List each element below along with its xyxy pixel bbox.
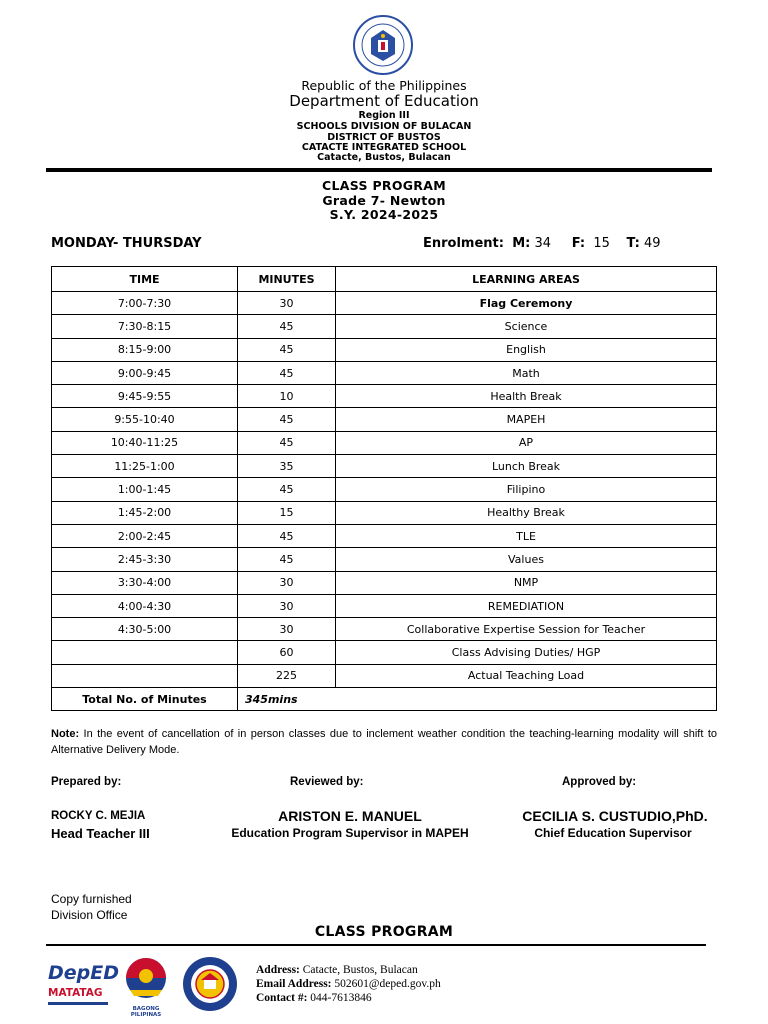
learning-area-cell: Healthy Break xyxy=(336,501,717,524)
school-line: CATACTE INTEGRATED SCHOOL xyxy=(301,142,467,153)
learning-area-cell: TLE xyxy=(336,524,717,547)
total-value-cell: 345mins xyxy=(238,688,717,711)
reviewed-by-name: ARISTON E. MANUEL xyxy=(278,808,422,824)
minutes-cell: 10 xyxy=(238,385,336,408)
minutes-cell: 15 xyxy=(238,501,336,524)
approved-by-label: Approved by: xyxy=(562,776,637,788)
header-minutes: MINUTES xyxy=(238,267,336,292)
table-row xyxy=(52,571,717,594)
footer-address xyxy=(256,964,418,976)
table-row xyxy=(52,385,717,408)
table-row xyxy=(52,431,717,454)
time-cell: 1:45-2:00 xyxy=(52,501,238,524)
table-row xyxy=(52,455,717,478)
copy-recipient: Division Office xyxy=(51,908,128,922)
footer-divider xyxy=(46,944,706,946)
address-label: Address: xyxy=(256,964,300,976)
prepared-by-position: Head Teacher III xyxy=(51,826,150,841)
minutes-cell: 60 xyxy=(238,641,336,664)
department-line: Department of Education xyxy=(289,92,479,110)
minutes-cell: 225 xyxy=(238,664,336,687)
total-label-cell: Total No. of Minutes xyxy=(52,688,238,711)
table-row xyxy=(52,548,717,571)
header-learning-areas: LEARNING AREAS xyxy=(336,267,717,292)
learning-area-cell: NMP xyxy=(336,571,717,594)
learning-area-cell: Filipino xyxy=(336,478,717,501)
time-cell: 4:00-4:30 xyxy=(52,594,238,617)
enrolment-summary xyxy=(423,236,661,251)
enrolment-label: Enrolment: xyxy=(423,236,504,251)
note-label: Note: xyxy=(51,728,80,740)
table-row xyxy=(52,594,717,617)
program-title: CLASS PROGRAM xyxy=(322,178,446,193)
class-schedule-table xyxy=(51,266,717,711)
table-body xyxy=(52,292,717,688)
deped-seal-logo xyxy=(345,14,421,76)
table-row xyxy=(52,641,717,664)
learning-area-cell: Actual Teaching Load xyxy=(336,664,717,687)
minutes-cell: 45 xyxy=(238,524,336,547)
table-row xyxy=(52,408,717,431)
prepared-by-name: ROCKY C. MEJIA xyxy=(51,810,146,822)
republic-line: Republic of the Philippines xyxy=(301,78,467,93)
female-label: F: xyxy=(571,236,586,251)
prepared-by-label: Prepared by: xyxy=(51,776,122,788)
female-count: 15 xyxy=(593,236,610,251)
minutes-cell: 45 xyxy=(238,338,336,361)
reviewed-by-position: Education Program Supervisor in MAPEH xyxy=(231,826,469,840)
table-row xyxy=(52,292,717,315)
minutes-cell: 30 xyxy=(238,292,336,315)
time-cell: 8:15-9:00 xyxy=(52,338,238,361)
table-row xyxy=(52,664,717,687)
time-cell: 11:25-1:00 xyxy=(52,455,238,478)
time-cell: 2:45-3:30 xyxy=(52,548,238,571)
learning-area-cell: Health Break xyxy=(336,385,717,408)
table-row xyxy=(52,361,717,384)
minutes-cell: 45 xyxy=(238,361,336,384)
learning-area-cell: REMEDIATION xyxy=(336,594,717,617)
time-cell xyxy=(52,664,238,687)
time-cell: 9:55-10:40 xyxy=(52,408,238,431)
learning-area-cell: Class Advising Duties/ HGP xyxy=(336,641,717,664)
total-row xyxy=(52,688,717,711)
minutes-cell: 45 xyxy=(238,431,336,454)
approved-by-name: CECILIA S. CUSTUDIO,PhD. xyxy=(522,808,708,824)
learning-area-cell: Values xyxy=(336,548,717,571)
bagong-pilipinas-logo xyxy=(118,956,174,1018)
footer-title: CLASS PROGRAM xyxy=(314,924,454,940)
address-value: Catacte, Bustos, Bulacan xyxy=(299,964,418,976)
minutes-cell: 30 xyxy=(238,571,336,594)
time-cell: 9:45-9:55 xyxy=(52,385,238,408)
region-line: Region III xyxy=(358,110,410,121)
learning-area-cell: Science xyxy=(336,315,717,338)
minutes-cell: 45 xyxy=(238,408,336,431)
deped-matatag-logo xyxy=(48,958,120,1010)
matatag-wordmark: MATATAG xyxy=(48,987,103,999)
time-cell: 3:30-4:00 xyxy=(52,571,238,594)
time-cell xyxy=(52,641,238,664)
time-cell: 9:00-9:45 xyxy=(52,361,238,384)
minutes-cell: 45 xyxy=(238,548,336,571)
table-row xyxy=(52,501,717,524)
division-line: SCHOOLS DIVISION OF BULACAN xyxy=(296,121,472,132)
minutes-cell: 45 xyxy=(238,478,336,501)
contact-value: 044-7613846 xyxy=(307,992,372,1004)
male-count: 34 xyxy=(534,236,552,251)
learning-area-cell: Collaborative Expertise Session for Teacher xyxy=(336,618,717,641)
school-seal-logo xyxy=(181,955,239,1013)
learning-area-cell: English xyxy=(336,338,717,361)
learning-area-cell: Flag Ceremony xyxy=(336,292,717,315)
footer-email xyxy=(256,978,441,990)
district-line: DISTRICT OF BUSTOS xyxy=(327,132,441,143)
approved-by-position: Chief Education Supervisor xyxy=(534,826,692,840)
total-label: T: xyxy=(626,236,640,251)
program-school-year: S.Y. 2024-2025 xyxy=(329,207,439,222)
copy-furnished: Copy furnished xyxy=(51,892,132,906)
time-cell: 2:00-2:45 xyxy=(52,524,238,547)
email-label: Email Address: xyxy=(256,978,332,990)
male-label: M: xyxy=(512,236,531,251)
table-header-row xyxy=(52,267,717,292)
location-line: Catacte, Bustos, Bulacan xyxy=(317,152,451,163)
header-time: TIME xyxy=(52,267,238,292)
learning-area-cell: Math xyxy=(336,361,717,384)
bagong-pilipinas-text: BAGONG PILIPINAS xyxy=(130,1006,162,1018)
deped-wordmark: DepED xyxy=(48,962,120,984)
contact-label: Contact #: xyxy=(256,992,308,1004)
time-cell: 1:00-1:45 xyxy=(52,478,238,501)
minutes-cell: 45 xyxy=(238,315,336,338)
table-row xyxy=(52,338,717,361)
table-row xyxy=(52,315,717,338)
note-paragraph xyxy=(51,726,717,758)
email-value: 502601@deped.gov.ph xyxy=(331,978,441,990)
total-count: 49 xyxy=(643,236,661,251)
header-divider xyxy=(46,168,712,172)
table-row xyxy=(52,478,717,501)
time-cell: 10:40-11:25 xyxy=(52,431,238,454)
schedule-days: MONDAY- THURSDAY xyxy=(51,236,202,251)
learning-area-cell: MAPEH xyxy=(336,408,717,431)
note-text: In the event of cancellation of in person classes due to inclement weather condition the teaching-learning modality will shift to Alternative Delivery Mode. xyxy=(51,728,717,756)
table-row xyxy=(52,618,717,641)
learning-area-cell: Lunch Break xyxy=(336,455,717,478)
time-cell: 7:00-7:30 xyxy=(52,292,238,315)
time-cell: 7:30-8:15 xyxy=(52,315,238,338)
time-cell: 4:30-5:00 xyxy=(52,618,238,641)
minutes-cell: 35 xyxy=(238,455,336,478)
learning-area-cell: AP xyxy=(336,431,717,454)
table-row xyxy=(52,524,717,547)
minutes-cell: 30 xyxy=(238,618,336,641)
program-grade: Grade 7- Newton xyxy=(322,193,446,208)
bagong-pilipinas-emblem-icon xyxy=(118,956,174,1002)
footer-contact xyxy=(256,992,372,1004)
reviewed-by-label: Reviewed by: xyxy=(290,776,364,788)
minutes-cell: 30 xyxy=(238,594,336,617)
